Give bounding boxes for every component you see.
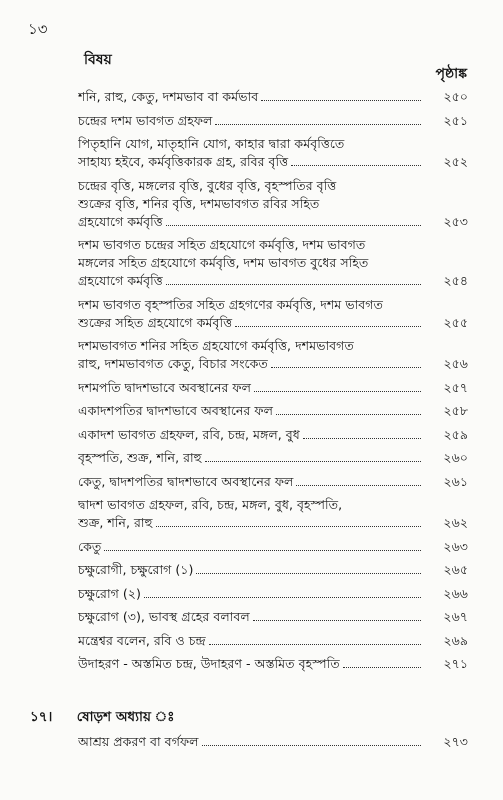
toc-entry [78, 449, 468, 467]
toc-entry-text: রাহু, দশমভাবগত কেতু, বিচার সংকেত [78, 356, 268, 371]
toc-entry-page: ২৫২ [443, 154, 468, 169]
toc-entry [78, 402, 468, 420]
toc-entry-page: ২৭৩ [443, 734, 468, 749]
dot-leader [144, 597, 421, 598]
toc-entry-page: ২৬৬ [443, 585, 468, 601]
toc-entry-page: ২৬৩ [443, 538, 468, 554]
toc-entry-text: বৃহস্পতি, শুক্র, শনি, রাহু [78, 450, 202, 465]
toc-entry-text: দশম ভাবগত চন্দ্রের সহিত গ্রহযোগে কর্মবৃত্তি, দশম ভাবগত [78, 237, 366, 252]
subject-column-header: বিষয় [84, 52, 112, 68]
dot-leader [205, 461, 421, 462]
dot-leader [303, 438, 421, 439]
toc-entry-page: ২৬২ [443, 515, 468, 530]
toc-entry-text: সাহায্য হইবে, কর্মবৃত্তিকারক গ্রহ, রবির বৃত্তি [78, 154, 289, 169]
dot-leader [271, 367, 421, 368]
toc-entry [78, 135, 468, 171]
toc-entry-page: ২৬১ [443, 473, 468, 489]
dot-leader [104, 550, 421, 551]
toc-entry-text: চক্ষুরোগী, চক্ষুরোগ (১) [78, 562, 194, 577]
toc-entry-page: ২৫৮ [443, 403, 468, 418]
toc-entry [78, 655, 468, 673]
toc-entry [78, 538, 468, 556]
toc-entry [78, 112, 468, 130]
toc-entry [78, 236, 468, 290]
dot-leader [235, 326, 421, 327]
toc-entry-text: আশ্রয় প্রকরণ বা বর্গফল [78, 734, 199, 749]
toc-entry-text: একাদশপতির দ্বাদশভাবে অবস্থানের ফল [78, 403, 273, 418]
dot-leader [202, 745, 421, 746]
dot-leader [343, 667, 421, 668]
toc-entry-page: ২৫৫ [443, 314, 468, 330]
toc-entry-page: ২৫৪ [443, 273, 468, 288]
toc-entry-text: শনি, রাহু, কেতু, দশমভাব বা কর্মভাব [78, 89, 259, 104]
chapter-entry [78, 733, 468, 751]
toc-entry [78, 608, 468, 626]
toc-entry [78, 632, 468, 650]
toc-entry-page: ২৫৩ [443, 213, 468, 229]
toc-entry-text: চক্ষুরোগ (৩), ভাবস্থ গ্রহের বলাবল [78, 609, 250, 624]
toc-entry-page: ২৬৫ [443, 562, 468, 577]
toc-entry [78, 337, 468, 373]
dot-leader [296, 485, 421, 486]
toc-entry-text: উদাহরণ - অস্তমিত চন্দ্র, উদাহরণ - অস্তমিত বৃহস্পতি [78, 656, 340, 671]
toc-entry-page: ২৬৭ [443, 609, 468, 624]
toc-entry-text: চন্দ্রের দশম ভাবগত গ্রহফল [78, 112, 213, 128]
dot-leader [209, 644, 421, 645]
toc-entry-text: কেতু [78, 538, 102, 554]
page-number: ১৩ [28, 20, 48, 38]
toc-entry-page: ২৫৯ [443, 426, 468, 442]
toc-entry [78, 379, 468, 397]
toc-list [78, 88, 468, 679]
toc-entry-text: গ্রহযোগে কর্মবৃত্তি [78, 273, 163, 288]
toc-entry-text: দশমপতি দ্বাদশভাবে অবস্থানের ফল [78, 379, 251, 395]
toc-entry-page: ২৬৯ [443, 632, 468, 648]
dot-leader [166, 225, 421, 226]
toc-entry [78, 296, 468, 332]
toc-entry-text: দশম ভাবগত বৃহস্পতির সহিত গ্রহগণের কর্মবৃত্তি, দশম ভাবগত [78, 296, 384, 312]
toc-entry [78, 177, 468, 231]
dot-leader [291, 165, 421, 166]
chapter-number: ১৭। [30, 709, 53, 725]
dot-leader [261, 100, 421, 101]
dot-leader [253, 620, 421, 621]
toc-entry-page: ২৫১ [443, 112, 468, 128]
page-column-header: পৃষ্ঠাঙ্ক [435, 66, 467, 82]
toc-entry [78, 473, 468, 491]
toc-entry-text: দ্বাদশ ভাবগত গ্রহফল, রবি, চন্দ্র, মঙ্গল, বুধ, বৃহস্পতি, [78, 497, 343, 512]
dot-leader [196, 573, 421, 574]
toc-entry-page: ২৭১ [443, 656, 468, 671]
dot-leader [276, 414, 421, 415]
toc-entry-text: দশমভাবগত শনির সহিত গ্রহযোগে কর্মবৃত্তি, দশমভাবগত [78, 338, 354, 353]
chapter-heading [30, 706, 174, 729]
toc-entry-text: মন্ত্রেশ্বর বলেন, রবি ও চন্দ্র [78, 632, 206, 648]
toc-entry-page: ২৫০ [443, 89, 468, 104]
dot-leader [254, 391, 421, 392]
toc-entry-text: শুক্র, শনি, রাহু [78, 515, 153, 530]
toc-entry [78, 426, 468, 444]
toc-entry-text: একাদশ ভাবগত গ্রহফল, রবি, চন্দ্র, মঙ্গল, বুধ [78, 426, 300, 442]
toc-entry-text: পিতৃহানি যোগ, মাতৃহানি যোগ, কাহার দ্বারা কর্মবৃত্তিতে [78, 136, 345, 151]
chapter-title: ষোড়শ অধ্যায় ঃ [76, 709, 175, 725]
toc-entry-text: শুক্রের সহিত গ্রহযোগে কর্মবৃত্তি [78, 314, 233, 330]
dot-leader [166, 284, 421, 285]
toc-entry-text: চন্দ্রের বৃত্তি, মঙ্গলের বৃত্তি, বুধের বৃত্তি, বৃহস্পতির বৃত্তি [78, 177, 337, 193]
toc-entry-text: শুক্রের বৃত্তি, শনির বৃত্তি, দশমভাবগত রবির সহিত [78, 195, 320, 211]
toc-entry-page: ২৫৬ [443, 356, 468, 371]
toc-entry [78, 88, 468, 106]
toc-entry [78, 561, 468, 579]
toc-entry-text: গ্রহযোগে কর্মবৃত্তি [78, 213, 163, 229]
dot-leader [156, 526, 421, 527]
toc-entry-page: ২৬০ [443, 450, 468, 465]
toc-entry [78, 496, 468, 532]
dot-leader [215, 124, 421, 125]
toc-entry-page: ২৫৭ [443, 379, 468, 395]
toc-entry-text: মঙ্গলের সহিত গ্রহযোগে কর্মবৃত্তি, দশম ভাবগত বুধের সহিত [78, 255, 369, 270]
toc-entry-text: কেতু, দ্বাদশপতির দ্বাদশভাবে অবস্থানের ফল [78, 473, 294, 489]
toc-entry-text: চক্ষুরোগ (২) [78, 585, 141, 601]
toc-entry [78, 585, 468, 603]
